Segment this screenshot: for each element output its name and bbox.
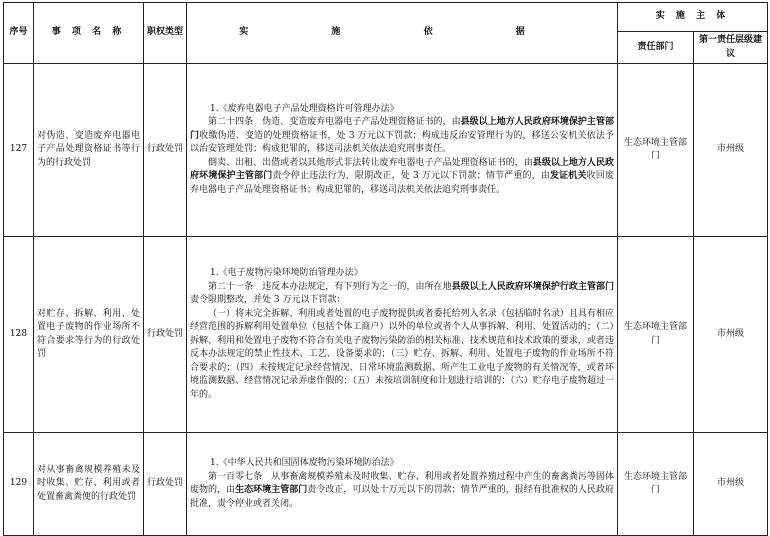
basis-paragraph: （一）将未完全拆解、利用或者处置的电子废物提供或者委托给列入名录（包括临时名录）且具有相应经营范围的拆解利用处置单位（包括个体工商户）以外的单位或者个人从事拆解、利用、处置活动的；（二）拆解、利用和处置电子废物不符合有关电子废物污染防治的相关标准、技术规范和技术政策的要求，或者违反本办法规定的禁止性技术、工艺、设备要求的；（三）贮存、拆解、利用、处置电子废物的作业场所不符合要求的；（四）未按规定记录经营情况、日常环境监测数据、所产生工业电子废物的有关情况等，或者环境监测数据、经营情况记录弄虚作假的；（五）未按培训制度和计划进行培训的；（六）贮存电子废物超过一年的。 bbox=[190, 308, 614, 400]
law-title: 1.《电子废物污染环境防治管理办法》 bbox=[210, 268, 363, 278]
row-basis bbox=[187, 433, 618, 536]
row-seq: 129 bbox=[4, 433, 34, 536]
header-basis: 实 施 依 据 bbox=[187, 3, 618, 64]
table-row bbox=[4, 433, 768, 536]
authority-table bbox=[3, 2, 768, 536]
row-level: 市州级 bbox=[694, 64, 768, 237]
header-subject: 实 施 主 体 bbox=[618, 3, 768, 32]
row-item-name: 对贮存、拆解、利用、处置电子废物的作业场所不符合要求等行为的行政处罚 bbox=[34, 237, 144, 433]
header-level: 第一责任层级建议 bbox=[694, 32, 768, 64]
law-title: 1.《中华人民共和国固体废物污染环境防治法》 bbox=[210, 458, 399, 468]
row-level: 市州级 bbox=[694, 237, 768, 433]
row-item-name: 对伪造、变造废弃电器电子产品处理资格证书等行为的行政处罚 bbox=[34, 64, 144, 237]
row-seq: 127 bbox=[4, 64, 34, 237]
row-basis bbox=[187, 237, 618, 433]
row-dept: 生态环境主管部门 bbox=[618, 433, 694, 536]
basis-paragraph: 第二十四条 伪造、变造废弃电器电子产品处理资格证书的，由县级以上地方人民政府环境保护主管部门收缴伪造、变造的处理资格证书，处 3 万元以下罚款；构成违反治安管理行为的，移送公安机关依法予以治安管理处罚；构成犯罪的，移送司法机关依法追究刑事责任。 bbox=[190, 117, 614, 155]
row-level: 市州级 bbox=[694, 433, 768, 536]
table-row bbox=[4, 237, 768, 433]
row-dept: 生态环境主管部门 bbox=[618, 237, 694, 433]
row-seq: 128 bbox=[4, 237, 34, 433]
header-dept: 责任部门 bbox=[618, 32, 694, 64]
basis-paragraph: 第二十一条 违反本办法规定，有下列行为之一的，由所在地县级以上人民政府环境保护行政主管部门责令限期整改，并处 3 万元以下罚款： bbox=[190, 281, 614, 305]
basis-paragraph: 第一百零七条 从事畜禽规模养殖未及时收集、贮存、利用或者处置养殖过程中产生的畜禽粪污等固体废物的，由生态环境主管部门责令改正，可以处十万元以下的罚款；情节严重的，报经有批准权的人民政府批准，责令停业或者关闭。 bbox=[190, 471, 614, 509]
row-basis bbox=[187, 64, 618, 237]
row-item-name: 对从事畜禽规模养殖未及时收集、贮存、利用或者处置畜禽粪便的行政处罚 bbox=[34, 433, 144, 536]
row-dept: 生态环境主管部门 bbox=[618, 64, 694, 237]
header-category: 职权类型 bbox=[144, 3, 187, 64]
basis-paragraph: 倒卖、出租、出借或者以其他形式非法转让废弃电器电子产品处理资格证书的，由县级以上地方人民政府环境保护主管部门责令停止违法行为，限期改正，处 3 万元以下罚款；情节严重的，由发证机关收回废弃电器电子产品处理资格证书；构成犯罪的，移送司法机关依法追究刑事责任。 bbox=[190, 157, 614, 195]
header-row bbox=[4, 3, 768, 32]
law-title: 1.《废弃电器电子产品处理资格许可管理办法》 bbox=[210, 103, 399, 114]
header-item-name: 事 项 名 称 bbox=[34, 3, 144, 64]
table-row bbox=[4, 64, 768, 237]
row-category: 行政处罚 bbox=[144, 64, 187, 237]
header-seq: 序号 bbox=[4, 3, 34, 64]
row-category: 行政处罚 bbox=[144, 237, 187, 433]
row-category: 行政处罚 bbox=[144, 433, 187, 536]
